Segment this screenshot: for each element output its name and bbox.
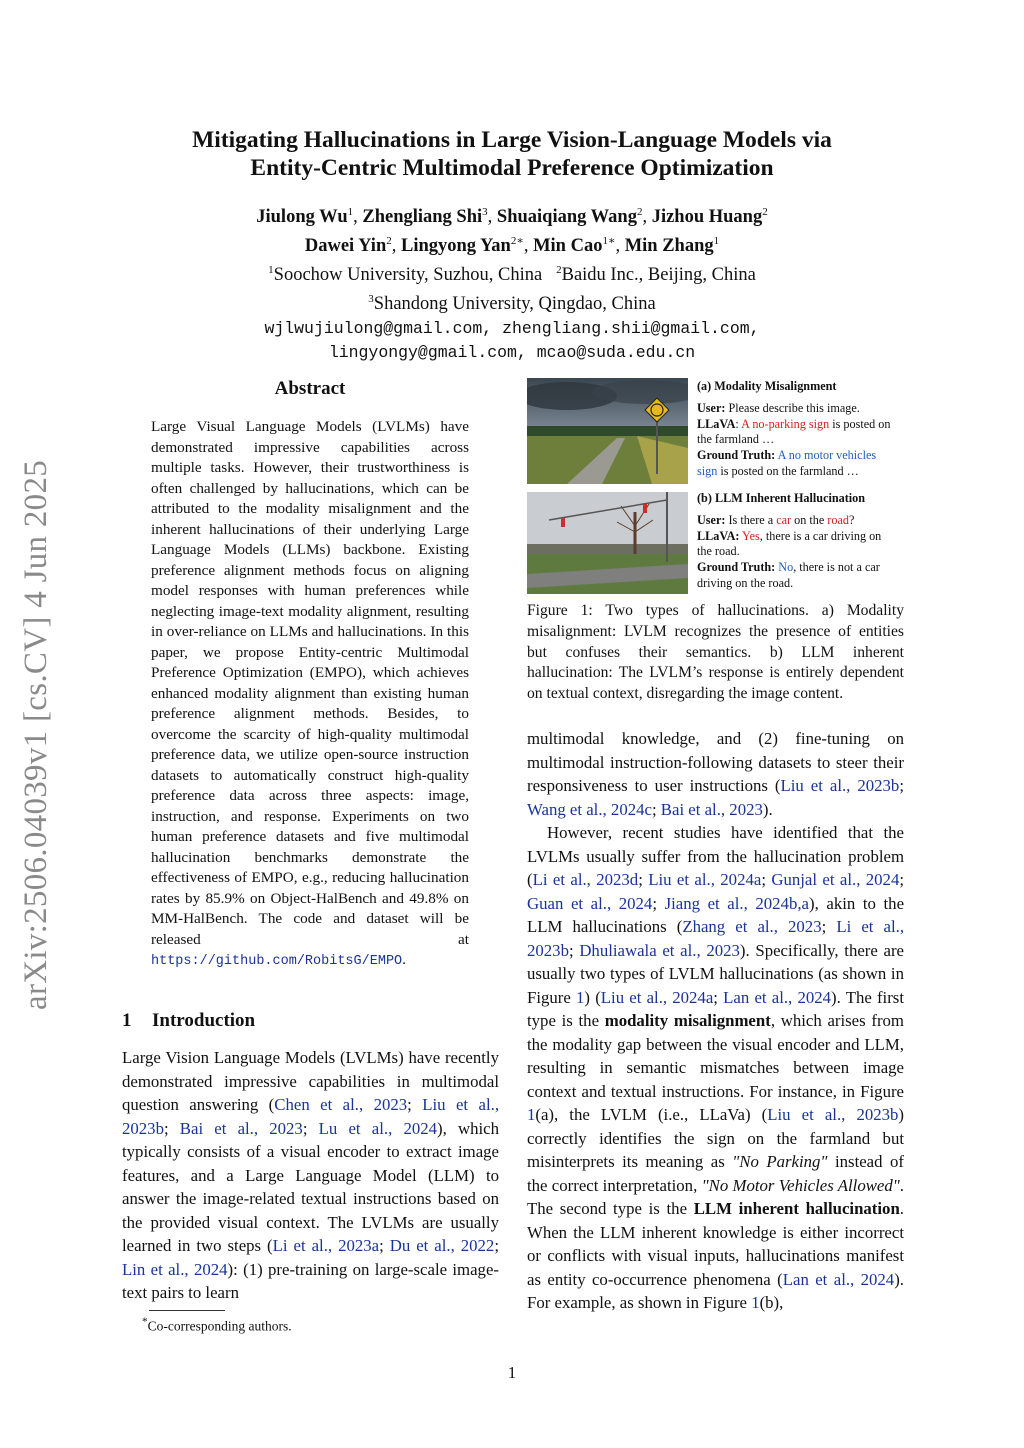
text: Is there a (725, 512, 777, 527)
figure-ref[interactable]: 1 (527, 1105, 536, 1124)
author-block (0, 200, 1024, 365)
abstract-heading: Abstract (274, 378, 346, 399)
abstract-text: Large Visual Language Models (LVLMs) have demonstrated impressive capabilities across multiple tasks. However, their trustworthiness is often challenged by hallucinations, which can be attributed to the modality misalignment and the inherent hallucinations of their underlying Large Language Models (LLMs) backbone. Existing preference alignment methods focus on aligning model responses with human preferences while neglecting image-text modality alignment, resulting in over-reliance on LLMs and hallucinations. In this paper, we propose Entity-centric Multimodal Preference Optimization (EMPO), which achieves enhanced modality alignment than existing human preference alignment methods. Besides, to overcome the scarcity of high-quality multimodal preference data, we utilize open-source instruction datasets to automatically construct high-quality preference data across three aspects: image, instruction, and response. Experiments on two human preference datasets and five multimodal hallucination benchmarks demonstrate the effectiveness of EMPO, e.g., reducing hallucination rates by 85.9% on Object-HalBench and 49.8% on MM-HalBench. The code and dataset will be released at (151, 418, 469, 948)
traffic-light (561, 518, 565, 527)
panel-b-llava (697, 529, 897, 561)
highlight-red: car (776, 512, 792, 527)
text: , which arises from the modality gap between the visual encoder and LLM, resulting in semantic mismatches between image context and textual instructions. For instance, in Figure (527, 1011, 904, 1101)
text: , there is a car driving on the road. (697, 528, 882, 559)
distant-trees (527, 544, 688, 554)
italic-quote: "No Parking" (732, 1152, 828, 1171)
text: (b), (759, 1293, 784, 1312)
title-line-2: Entity-Centric Multimodal Preference Optimization (250, 155, 774, 181)
intro-paragraph: Large Vision Language Models (LVLMs) have recently demonstrated impressive capabilities in multimodal question answering (Chen et al., 2023; Liu et al., 2023b; Bai et al., 2023; Lu et al., 2024), which typically consists of a visual encoder to extract image features, and a Large Language Model (LLM) to answer the image-related textual instructions based on the provided visual context. The LVLMs are usually learned in two steps (Li et al., 2023a; Du et al., 2022; Lin et al., 2024): (1) pre-training on large-scale image-text pairs to learn (122, 1048, 500, 1302)
author-name: Lingyong Yan (401, 236, 511, 257)
citation[interactable]: Liu et al., 2023b (767, 1105, 899, 1124)
affiliation-sup: 1 (268, 264, 274, 277)
code-link[interactable]: https://github.com/RobitsG/EMPO (151, 954, 403, 969)
author-name: Min Zhang (624, 236, 714, 257)
paragraph: multimodal knowledge, and (2) fine-tuning on multimodal instruction-following datasets to steer their responsiveness to user instructions (Liu et al., 2023b; Wang et al., 2024c; Bai et al., 2023). (527, 729, 904, 819)
author-name: Shuaiqiang Wang (496, 207, 637, 228)
author-sup: 3 (482, 206, 488, 218)
text: multimodal knowledge, and (2) fine-tuning on multimodal instruction-following datasets to steer their responsiveness to user instructions ( (527, 729, 904, 795)
citation[interactable]: Gunjal et al., 2024 (771, 870, 900, 889)
text: : (735, 416, 742, 431)
label: User: (697, 400, 726, 415)
figure-image-b (527, 492, 688, 594)
text: Large Vision Language Models (LVLMs) have recently demonstrated impressive capabilities in multimodal question answering ( (122, 1048, 499, 1114)
text: ): (1) pre-training on large-scale image-text pairs to learn (122, 1259, 499, 1302)
traffic-light (643, 504, 647, 513)
text: ? (848, 512, 855, 527)
text: ), which typically consists of a visual encoder to extract image features, and a Large Language Model (LLM) to answer the image-related textual instructions based on the provided visual context. The LVLMs are usually learned in two steps ( (122, 1118, 499, 1255)
citation[interactable]: Lan et al., 2024 (723, 987, 832, 1007)
figure-ref[interactable]: 1 (576, 987, 585, 1007)
citation[interactable]: Bai et al., 2023 (660, 799, 763, 819)
section-title: Introduction (152, 1010, 256, 1031)
text: instead of the correct interpretation, (527, 1152, 904, 1195)
highlight-red: Yes (739, 528, 760, 543)
affiliation: Shandong University, Qingdao, China (373, 294, 656, 315)
citation[interactable]: Lu et al., 2024 (318, 1118, 438, 1138)
footnote-rule (149, 1310, 225, 1311)
text: is posted on the farmland … (717, 463, 859, 478)
citation[interactable]: Wang et al., 2024c (527, 799, 652, 819)
text: ). For example, as shown in Figure (527, 1269, 904, 1312)
citation[interactable]: Li et al., 2023a (272, 1236, 380, 1255)
emails-line-2: lingyongy@gmail.com, mcao@suda.edu.cn (328, 342, 696, 362)
paper-title (0, 126, 1024, 182)
section-heading (122, 1010, 255, 1032)
text: , there is not a car driving on the road. (697, 560, 880, 590)
emails-line-1: wjlwujiulong@gmail.com, zhengliang.shii@gmail.com, (264, 318, 760, 338)
text: Please describe this image. (725, 400, 860, 415)
citation[interactable]: Dhuliawala et al., 2023 (579, 940, 740, 960)
author-name: Min Cao (533, 236, 603, 257)
highlight-blue: No (775, 560, 794, 575)
figure-caption: Figure 1: Two types of hallucinations. a) Modality misalignment: LVLM recognizes the presence of entities but confuses their semantics. b) LLM inherent hallucination: The LVLM’s response is entirely dependent on textual context, disregarding the image content. (527, 602, 904, 703)
figure-ref[interactable]: 1 (751, 1293, 760, 1312)
citation[interactable]: Liu et al., 2024a (648, 870, 762, 889)
highlight-red: road (827, 512, 849, 527)
section-number: 1 (122, 1010, 132, 1031)
text: . When the LLM inherent knowledge is either incorrect or conflicts with visual inputs, hallucinations manifest as entity co-occurrence phenomena ( (527, 1199, 904, 1289)
citation[interactable]: Jiang et al., 2024b,a (664, 893, 809, 913)
panel-b-ground-truth (697, 560, 897, 592)
author-sup: 2 (386, 235, 392, 248)
citation[interactable]: Li et al., 2023d (532, 870, 639, 889)
affiliation-sup: 2 (556, 264, 562, 277)
citation[interactable]: Guan et al., 2024 (527, 893, 653, 913)
highlight-red: A no-parking sign (741, 416, 830, 431)
text: ) ( (584, 987, 601, 1007)
author-sup: 1∗ (602, 235, 616, 248)
text: ). (762, 799, 773, 819)
author-sup: 2 (762, 206, 768, 218)
label: LLaVA: (697, 528, 740, 543)
citation[interactable]: Chen et al., 2023 (274, 1095, 408, 1114)
citation[interactable]: Liu et al., 2023b (122, 1095, 500, 1138)
author-sup: 2∗ (510, 235, 524, 248)
author-sup: 2 (636, 206, 643, 218)
citation[interactable]: Liu et al., 2024a (600, 987, 714, 1007)
panel-b-title: (b) LLM Inherent Hallucination (697, 491, 866, 505)
affiliation-sup: 3 (368, 293, 374, 306)
sign-pole (656, 418, 658, 474)
label: Ground Truth: (697, 560, 776, 575)
author-line-1: Jiulong Wu$^1$, Zhengliang Shi$^3$, Shuaiqiang Wang$^2$, Jizhou Huang$^2$ (256, 206, 768, 228)
author-name: Jiulong Wu (256, 207, 348, 228)
citation[interactable]: Lin et al., 2024 (122, 1259, 228, 1279)
text: ). Specifically, there are usually two types of LVLM hallucinations (as shown in Figure (527, 940, 904, 1007)
affiliation-line-1 (0, 258, 1024, 287)
panel-a-title: (a) Modality Misalignment (697, 379, 837, 393)
intro-right-column (527, 727, 904, 1315)
figure-panel-b-text (697, 491, 897, 592)
label: User: (697, 512, 726, 527)
intro-left-column (122, 1046, 499, 1305)
author-name: Dawei Yin (304, 236, 387, 257)
citation[interactable]: Bai et al., 2023 (179, 1118, 303, 1138)
title-line-1: Mitigating Hallucinations in Large Vision-Language Models via (192, 127, 832, 153)
author-line-2: Dawei Yin$^2$, Lingyong Yan$^{2∗}$, Min Cao$^{1∗}$, Min Zhang$^1$ (304, 235, 720, 257)
citation[interactable]: Du et al., 2022 (389, 1236, 495, 1255)
affiliation: Soochow University, Suzhou, China (273, 265, 543, 286)
author-sup: 1 (713, 235, 720, 248)
italic-quote: "No Motor Vehicles Allowed" (701, 1175, 900, 1195)
footnote (142, 1316, 292, 1335)
affiliation: Baidu Inc., Beijing, China (561, 265, 756, 286)
panel-b-user (697, 513, 897, 529)
text: However, recent studies have identified that the LVLMs usually suffer from the hallucination problem ( (527, 823, 904, 889)
author-name: Jizhou Huang (651, 207, 763, 228)
text: ). The first type is the (527, 987, 905, 1030)
figure-panel-a-text (697, 379, 897, 480)
text: ), akin to the LLM hallucinations ( (527, 893, 905, 936)
arxiv-stamp: arXiv:2506.04039v1 [cs.CV] 4 Jun 2025 (18, 459, 54, 1010)
author-sup: 1 (347, 206, 354, 218)
text: . The second type is the (527, 1175, 904, 1218)
affiliation-line-2 (0, 287, 1024, 316)
citation[interactable]: Li et al., 2023b (527, 917, 905, 960)
text: (a), the LVLM (i.e., LLaVa) ( (535, 1105, 768, 1124)
text: ) correctly identifies the sign on the farmland but misinterprets its meaning as (527, 1105, 904, 1171)
author-name: Zhengliang Shi (362, 207, 483, 228)
text: on the (791, 512, 828, 527)
citation[interactable]: Zhang et al., 2023 (682, 917, 822, 936)
bold-term: modality misalignment (604, 1011, 771, 1030)
page-number: 1 (507, 1363, 517, 1382)
figure-image-a (527, 378, 688, 484)
citation[interactable]: Lan et al., 2024 (782, 1269, 895, 1289)
citation[interactable]: Liu et al., 2023b (780, 776, 900, 795)
panel-a-user (697, 401, 897, 417)
panel-a-ground-truth (697, 448, 897, 480)
footnote-text: Co-corresponding authors. (147, 1318, 292, 1334)
highlight-blue: A no motor vehicles sign (697, 448, 877, 478)
abstract-body: Large Visual Language Models (LVLMs) have demonstrated impressive capabilities across multiple tasks. However, their trustworthiness is often challenged by hallucinations, which can be attributed to the modality misalignment and the inherent hallucinations of their underlying Large Language Models (LLMs) backbone. Existing preference alignment methods focus on aligning model responses with human preferences while neglecting image-text modality alignment, resulting in over-reliance on LLMs and hallucinations. In this paper, we propose Entity-centric Multimodal Preference Optimization (EMPO), which achieves enhanced modality alignment than existing human preference alignment methods. Besides, to overcome the scarcity of high-quality multimodal preference data, we utilize open-source instruction datasets to automatically construct high-quality preference data across three aspects: image, instruction, and response. Experiments on two human preference datasets and five multimodal hallucination benchmarks demonstrate the effectiveness of EMPO, e.g., reducing hallucination rates by 85.9% on Object-HalBench and 49.8% on MM-HalBench. The code and dataset will be released at https://github.com/RobitsG/EMPO. (151, 418, 469, 969)
footnote-mark: * (142, 1316, 148, 1328)
paragraph: However, recent studies have identified that the LVLMs usually suffer from the hallucination problem (Li et al., 2023d; Liu et al., 2024a; Gunjal et al., 2024; Guan et al., 2024; Jiang et al., 2024b,a), akin to the LLM hallucinations (Zhang et al., 2023; Li et al., 2023b; Dhuliawala et al., 2023). Specifically, there are usually two types of LVLM hallucinations (as shown in Figure 1) (Liu et al., 2024a; Lan et al., 2024). The first type is the modality misalignment, which arises from the modality gap between the visual encoder and LLM, resulting in semantic mismatches between image context and textual instructions. For instance, in Figure 1(a), the LVLM (i.e., LLaVa) (Liu et al., 2023b) correctly identifies the sign on the farmland but misinterprets its meaning as "No Parking" instead of the correct interpretation, "No Motor Vehicles Allowed". The second type is the LLM inherent hallucination. When the LLM inherent knowledge is either incorrect or conflicts with visual inputs, hallucinations manifest as entity co-occurrence phenomena (Lan et al., 2024). For example, as shown in Figure 1(b), (527, 823, 905, 1312)
text: is posted on the farmland … (697, 416, 891, 447)
label: Ground Truth: (697, 448, 776, 463)
panel-a-llava (697, 417, 897, 449)
bold-term: LLM inherent hallucination (693, 1199, 900, 1218)
label: LLaVA (697, 416, 736, 431)
